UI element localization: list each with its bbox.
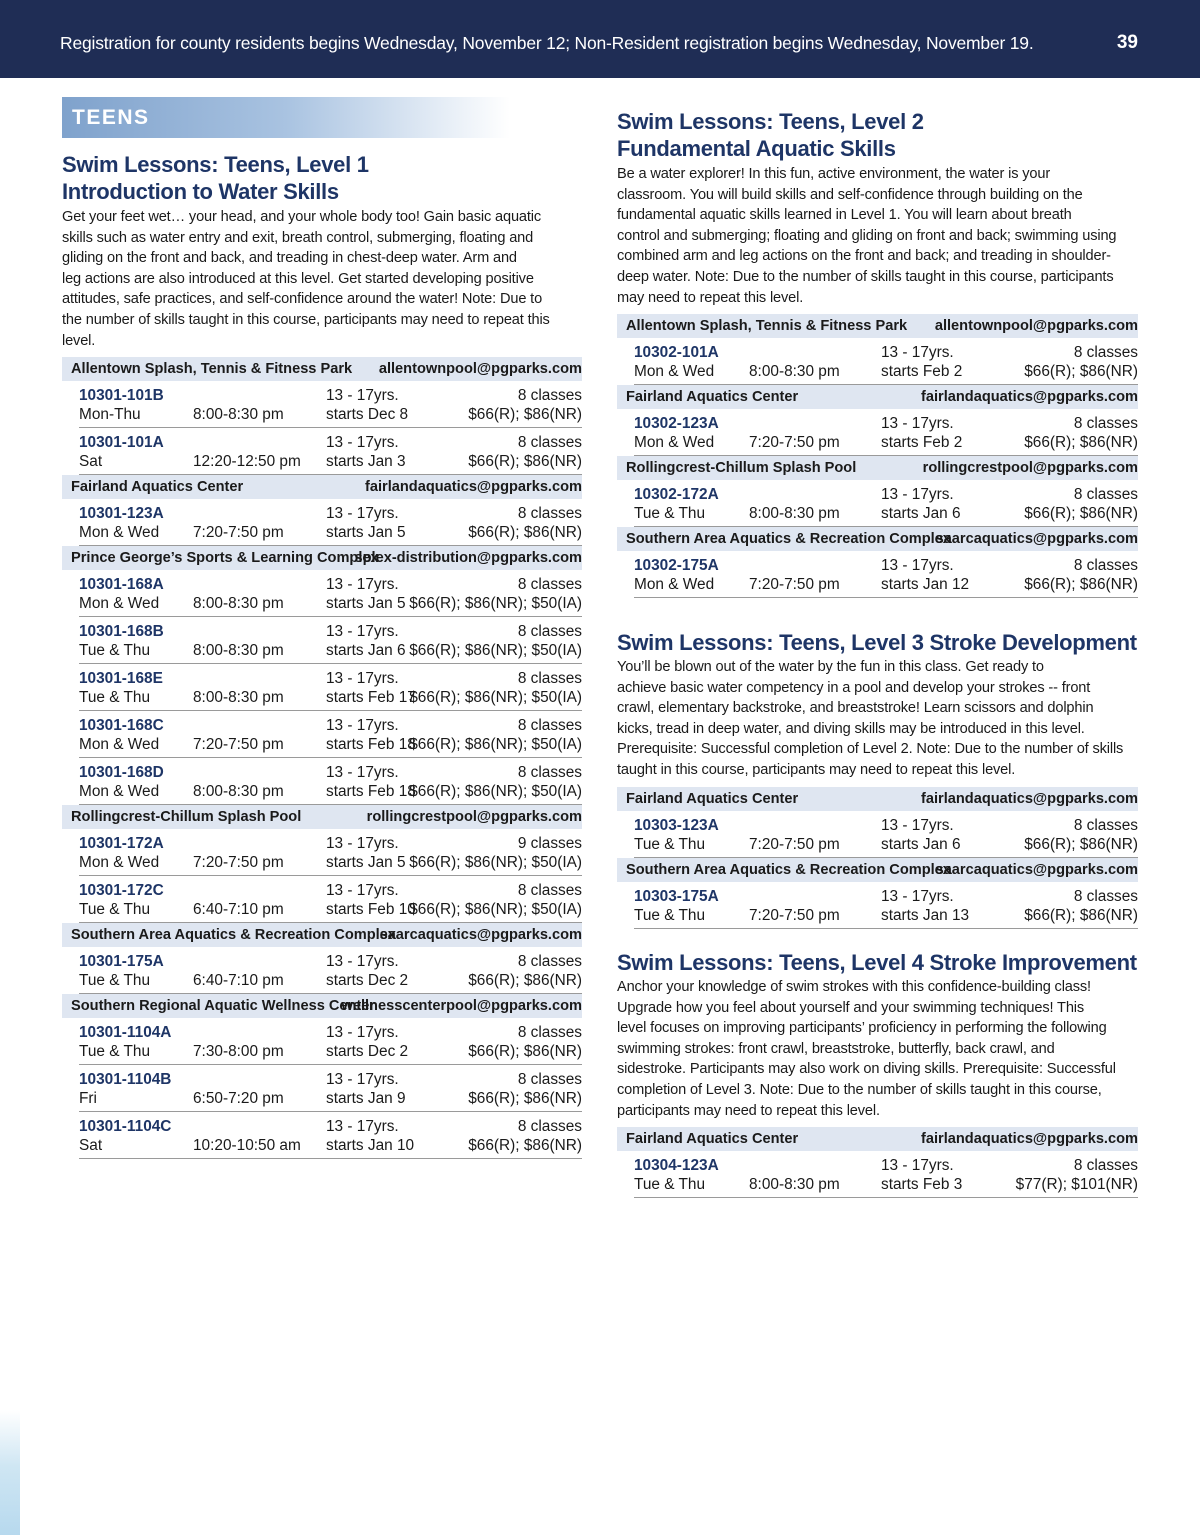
location-name: Fairland Aquatics Center: [626, 1131, 799, 1147]
location-header: [62, 994, 582, 1018]
session-start: starts Jan 5: [326, 595, 406, 612]
session-days: Tue & Thu: [634, 505, 706, 522]
description-line: Get your feet wet… your head, and your whole body too! Gain basic aquatic: [62, 209, 542, 225]
session-time: 8:00-8:30 pm: [193, 642, 284, 659]
course-title-line: Swim Lessons: Teens, Level 1: [62, 152, 369, 177]
description-line: You’ll be blown out of the water by the fun in this class. Get ready to: [617, 659, 1044, 675]
session-fee: $66(R); $86(NR): [468, 1090, 582, 1107]
session-classes: 8 classes: [517, 1118, 582, 1135]
description-line: leg actions are also introduced at this level. Get started developing positive: [62, 270, 534, 287]
course-title: [617, 949, 1137, 976]
session-code: 10301-168C: [79, 717, 164, 734]
section-banner: [62, 97, 510, 138]
session-classes: 8 classes: [517, 953, 582, 970]
session-code: 10301-175A: [79, 953, 164, 970]
location-header: [617, 456, 1138, 480]
session-code: 10302-172A: [634, 486, 719, 503]
session-start: starts Dec 8: [326, 406, 409, 423]
description-line: sidestroke. Participants may also work on diving skills. Prerequisite: Successful: [617, 1061, 1116, 1078]
session-fee: $66(R); $86(NR): [1024, 836, 1138, 853]
session-row: [79, 428, 582, 475]
session-fee: $66(R); $86(NR): [1024, 363, 1138, 380]
session-days: Tue & Thu: [79, 972, 151, 989]
course-title-line: Fundamental Aquatic Skills: [617, 136, 896, 161]
description-line: crawl, elementary backstroke, and breaststroke! Learn scissors and dolphin: [617, 700, 1094, 717]
description-line: may need to repeat this level.: [617, 289, 804, 306]
location-name: Southern Area Aquatics & Recreation Complex: [626, 862, 951, 878]
session-time: 7:30-8:00 pm: [193, 1043, 284, 1060]
session-row: [79, 664, 582, 711]
location-email: wellnesscenterpool@pgparks.com: [341, 998, 582, 1014]
session-time: 8:00-8:30 pm: [749, 505, 840, 522]
session-code: 10301-168B: [79, 623, 164, 640]
session-age: 13 - 17yrs.: [326, 670, 399, 687]
description-line: Anchor your knowledge of swim strokes with this confidence-building class!: [617, 979, 1091, 995]
description-line: level focuses on improving participants’ proficiency in performing the following: [617, 1020, 1107, 1037]
session-age: 13 - 17yrs.: [326, 835, 399, 852]
session-days: Sat: [79, 453, 103, 470]
course-title: [62, 151, 369, 205]
description-line: the number of skills taught in this course, participants may need to repeat this: [62, 311, 550, 328]
session-row: [79, 499, 582, 546]
location-email: allentownpool@pgparks.com: [934, 318, 1138, 334]
session-days: Mon & Wed: [79, 595, 160, 612]
course-title-line: Swim Lessons: Teens, Level 2: [617, 109, 924, 134]
session-start: starts Dec 2: [326, 1043, 409, 1060]
session-classes: 8 classes: [517, 434, 582, 451]
description-line: Prerequisite: Successful completion of Level 2. Note: Due to the number of skills: [617, 741, 1124, 758]
session-days: Mon & Wed: [79, 524, 160, 541]
location-header: [62, 475, 582, 499]
description-line: fundamental aquatic skills learned in Level 1. You will learn about breath: [617, 207, 1072, 224]
session-age: 13 - 17yrs.: [326, 764, 399, 781]
description-line: level.: [62, 332, 96, 349]
session-classes: 8 classes: [517, 764, 582, 781]
location-email: rollingcrestpool@pgparks.com: [366, 809, 582, 825]
session-code: 10301-1104C: [79, 1118, 172, 1135]
session-fee: $66(R); $86(NR); $50(IA): [409, 595, 582, 612]
location-header: [617, 858, 1138, 882]
session-days: Tue & Thu: [79, 642, 151, 659]
description-line: achieve basic water competency in a pool and develop your strokes -- front: [617, 679, 1091, 696]
schedule-table: [617, 314, 1138, 598]
session-fee: $66(R); $86(NR): [468, 406, 582, 423]
session-start: starts Feb 2: [881, 363, 963, 380]
session-fee: $66(R); $86(NR): [468, 972, 582, 989]
session-fee: $66(R); $86(NR); $50(IA): [409, 901, 582, 918]
location-name: Rollingcrest-Chillum Splash Pool: [626, 460, 857, 476]
course-title-line: Swim Lessons: Teens, Level 3 Stroke Development: [617, 630, 1137, 655]
session-time: 8:00-8:30 pm: [193, 783, 284, 800]
session-row: [79, 381, 582, 428]
session-classes: 8 classes: [517, 1024, 582, 1041]
session-time: 7:20-7:50 pm: [193, 854, 284, 871]
location-name: Fairland Aquatics Center: [626, 389, 799, 405]
location-name: Allentown Splash, Tennis & Fitness Park: [71, 361, 353, 377]
session-code: 10301-168E: [79, 670, 163, 687]
session-time: 8:00-8:30 pm: [749, 1176, 840, 1193]
course-description: [617, 977, 1116, 1121]
session-start: starts Feb 18: [326, 783, 416, 800]
session-age: 13 - 17yrs.: [881, 888, 954, 905]
location-header: [617, 527, 1138, 551]
session-time: 8:00-8:30 pm: [749, 363, 840, 380]
water-decoration: [0, 1410, 20, 1535]
session-row: [634, 1151, 1138, 1198]
session-days: Tue & Thu: [79, 1043, 151, 1060]
session-time: 7:20-7:50 pm: [749, 576, 840, 593]
session-start: starts Feb 2: [881, 434, 963, 451]
description-line: classroom. You will build skills and self-confidence through building on the: [617, 186, 1083, 203]
session-days: Mon & Wed: [79, 854, 160, 871]
location-email: saarcaquatics@pgparks.com: [379, 927, 582, 943]
session-time: 10:20-10:50 am: [193, 1137, 301, 1154]
location-name: Southern Regional Aquatic Wellness Center: [71, 998, 376, 1014]
session-age: 13 - 17yrs.: [881, 1157, 954, 1174]
session-age: 13 - 17yrs.: [326, 434, 399, 451]
location-name: Prince George’s Sports & Learning Complex: [71, 550, 379, 566]
session-classes: 8 classes: [517, 505, 582, 522]
session-row: [79, 829, 582, 876]
session-row: [79, 1018, 582, 1065]
session-code: 10301-168D: [79, 764, 164, 781]
location-email: saarcaquatics@pgparks.com: [935, 531, 1138, 547]
session-time: 8:00-8:30 pm: [193, 595, 284, 612]
session-age: 13 - 17yrs.: [326, 505, 399, 522]
session-start: starts Feb 3: [881, 1176, 963, 1193]
registration-note: Registration for county residents begins Wednesday, November 12; Non-Resident registration begins Wednesday, November 19.: [60, 33, 1034, 53]
session-row: [79, 758, 582, 805]
schedule-table: [617, 1127, 1138, 1198]
session-classes: 8 classes: [1073, 888, 1138, 905]
description-line: combined arm and leg actions on the front and back; and treading in shoulder-: [617, 248, 1111, 265]
session-start: starts Jan 6: [881, 505, 961, 522]
session-code: 10301-101B: [79, 387, 164, 404]
session-days: Tue & Thu: [634, 907, 706, 924]
location-name: Southern Area Aquatics & Recreation Complex: [626, 531, 951, 547]
session-start: starts Jan 5: [326, 854, 406, 871]
location-email: rollingcrestpool@pgparks.com: [922, 460, 1138, 476]
location-email: fairlandaquatics@pgparks.com: [921, 791, 1138, 807]
description-line: skills such as water entry and exit, breath control, submerging, floating and: [62, 229, 534, 246]
location-name: Southern Area Aquatics & Recreation Complex: [71, 927, 396, 943]
session-fee: $66(R); $86(NR): [1024, 505, 1138, 522]
session-classes: 8 classes: [517, 387, 582, 404]
session-time: 8:00-8:30 pm: [193, 406, 284, 423]
session-time: 7:20-7:50 pm: [193, 736, 284, 753]
location-header: [62, 357, 582, 381]
session-classes: 8 classes: [517, 670, 582, 687]
session-start: starts Feb 17: [326, 689, 416, 706]
location-header: [617, 787, 1138, 811]
session-row: [79, 1112, 582, 1159]
session-row: [634, 409, 1138, 456]
location-name: Rollingcrest-Chillum Splash Pool: [71, 809, 302, 825]
session-row: [634, 480, 1138, 527]
session-days: Mon & Wed: [79, 736, 160, 753]
description-line: completion of Level 3. Note: Due to the number of skills taught in this course,: [617, 1081, 1102, 1098]
description-line: participants may need to repeat this level.: [617, 1102, 880, 1119]
course-title-line: Introduction to Water Skills: [62, 179, 339, 204]
session-time: 7:20-7:50 pm: [749, 836, 840, 853]
session-code: 10301-172A: [79, 835, 164, 852]
course-title: [617, 629, 1137, 656]
session-days: Tue & Thu: [79, 689, 151, 706]
session-code: 10301-172C: [79, 882, 164, 899]
course-description: [62, 207, 550, 351]
location-email: splex-distribution@pgparks.com: [354, 550, 582, 566]
session-start: starts Jan 9: [326, 1090, 406, 1107]
session-fee: $66(R); $86(NR); $50(IA): [409, 642, 582, 659]
session-classes: 8 classes: [1073, 817, 1138, 834]
session-time: 7:20-7:50 pm: [749, 434, 840, 451]
page-number: 39: [1116, 32, 1138, 53]
session-fee: $66(R); $86(NR): [468, 1137, 582, 1154]
session-days: Mon & Wed: [634, 576, 715, 593]
session-fee: $66(R); $86(NR): [468, 1043, 582, 1060]
session-days: Sat: [79, 1137, 103, 1154]
session-days: Tue & Thu: [634, 836, 706, 853]
session-classes: 8 classes: [517, 576, 582, 593]
session-age: 13 - 17yrs.: [326, 623, 399, 640]
session-classes: 8 classes: [517, 882, 582, 899]
session-fee: $66(R); $86(NR); $50(IA): [409, 783, 582, 800]
location-header: [617, 314, 1138, 338]
session-row: [634, 338, 1138, 385]
session-time: 12:20-12:50 pm: [193, 453, 301, 470]
location-header: [617, 385, 1138, 409]
session-start: starts Jan 13: [881, 907, 970, 924]
session-age: 13 - 17yrs.: [326, 717, 399, 734]
session-days: Mon & Wed: [634, 434, 715, 451]
session-classes: 8 classes: [517, 623, 582, 640]
session-code: 10303-123A: [634, 817, 719, 834]
session-days: Fri: [79, 1090, 97, 1107]
session-fee: $66(R); $86(NR): [1024, 576, 1138, 593]
session-fee: $66(R); $86(NR); $50(IA): [409, 689, 582, 706]
description-line: Upgrade how you feel about yourself and your swimming techniques! This: [617, 999, 1085, 1016]
session-code: 10301-101A: [79, 434, 164, 451]
session-code: 10303-175A: [634, 888, 719, 905]
session-age: 13 - 17yrs.: [326, 1024, 399, 1041]
description-line: swimming strokes: front crawl, breaststroke, butterfly, back crawl, and: [617, 1040, 1055, 1057]
session-start: starts Jan 6: [326, 642, 406, 659]
session-classes: 8 classes: [517, 717, 582, 734]
section-label: TEENS: [72, 106, 150, 129]
session-age: 13 - 17yrs.: [326, 953, 399, 970]
location-name: Fairland Aquatics Center: [71, 479, 244, 495]
session-code: 10302-175A: [634, 557, 719, 574]
session-time: 6:50-7:20 pm: [193, 1090, 284, 1107]
schedule-table: [617, 787, 1138, 929]
session-age: 13 - 17yrs.: [881, 344, 954, 361]
session-classes: 8 classes: [1073, 415, 1138, 432]
session-start: starts Jan 6: [881, 836, 961, 853]
session-row: [79, 947, 582, 994]
session-start: starts Jan 10: [326, 1137, 415, 1154]
session-days: Mon-Thu: [79, 406, 141, 423]
session-start: starts Dec 2: [326, 972, 409, 989]
session-classes: 8 classes: [1073, 557, 1138, 574]
session-start: starts Feb 10: [326, 901, 416, 918]
location-email: allentownpool@pgparks.com: [378, 361, 582, 377]
session-time: 6:40-7:10 pm: [193, 901, 284, 918]
session-start: starts Feb 18: [326, 736, 416, 753]
session-age: 13 - 17yrs.: [881, 557, 954, 574]
session-classes: 8 classes: [1073, 486, 1138, 503]
session-row: [79, 711, 582, 758]
session-age: 13 - 17yrs.: [326, 387, 399, 404]
location-email: fairlandaquatics@pgparks.com: [365, 479, 582, 495]
location-email: fairlandaquatics@pgparks.com: [921, 389, 1138, 405]
location-header: [62, 546, 582, 570]
session-time: 7:20-7:50 pm: [749, 907, 840, 924]
session-time: 7:20-7:50 pm: [193, 524, 284, 541]
course-description: [617, 657, 1123, 781]
session-row: [634, 811, 1138, 858]
session-fee: $66(R); $86(NR): [1024, 907, 1138, 924]
session-row: [634, 882, 1138, 929]
session-row: [79, 570, 582, 617]
session-classes: 8 classes: [517, 1071, 582, 1088]
course-title: [617, 108, 924, 162]
session-code: 10301-1104B: [79, 1071, 172, 1088]
course-description: [617, 164, 1116, 308]
session-code: 10302-101A: [634, 344, 719, 361]
session-days: Mon & Wed: [79, 783, 160, 800]
location-header: [62, 923, 582, 947]
session-row: [79, 617, 582, 664]
schedule-table: [62, 357, 582, 1159]
session-classes: 8 classes: [1073, 1157, 1138, 1174]
location-header: [617, 1127, 1138, 1151]
session-age: 13 - 17yrs.: [326, 1071, 399, 1088]
session-classes: 8 classes: [1073, 344, 1138, 361]
session-fee: $66(R); $86(NR): [468, 453, 582, 470]
session-code: 10302-123A: [634, 415, 719, 432]
page-header-bar: [0, 0, 1200, 78]
session-start: starts Jan 5: [326, 524, 406, 541]
session-age: 13 - 17yrs.: [881, 817, 954, 834]
session-age: 13 - 17yrs.: [881, 415, 954, 432]
session-code: 10304-123A: [634, 1157, 719, 1174]
session-age: 13 - 17yrs.: [326, 576, 399, 593]
session-fee: $66(R); $86(NR); $50(IA): [409, 854, 582, 871]
session-row: [634, 551, 1138, 598]
session-days: Mon & Wed: [634, 363, 715, 380]
session-days: Tue & Thu: [79, 901, 151, 918]
session-code: 10301-123A: [79, 505, 164, 522]
session-start: starts Jan 3: [326, 453, 406, 470]
session-row: [79, 1065, 582, 1112]
session-days: Tue & Thu: [634, 1176, 706, 1193]
session-fee: $77(R); $101(NR): [1015, 1176, 1138, 1193]
session-classes: 9 classes: [517, 835, 582, 852]
location-name: Fairland Aquatics Center: [626, 791, 799, 807]
session-age: 13 - 17yrs.: [881, 486, 954, 503]
session-time: 8:00-8:30 pm: [193, 689, 284, 706]
session-time: 6:40-7:10 pm: [193, 972, 284, 989]
location-email: saarcaquatics@pgparks.com: [935, 862, 1138, 878]
description-line: taught in this course, participants may need to repeat this level.: [617, 761, 1016, 778]
session-code: 10301-1104A: [79, 1024, 172, 1041]
session-row: [79, 876, 582, 923]
description-line: kicks, tread in deep water, and diving skills may be introduced in this level.: [617, 720, 1085, 737]
description-line: deep water. Note: Due to the number of skills taught in this course, participants: [617, 268, 1114, 285]
location-header: [62, 805, 582, 829]
description-line: control and submerging; floating and gliding on front and back; swimming using: [617, 227, 1117, 244]
description-line: gliding on the front and back, and treading in chest-deep water. Arm and: [62, 250, 517, 267]
session-fee: $66(R); $86(NR): [1024, 434, 1138, 451]
session-start: starts Jan 12: [881, 576, 970, 593]
session-fee: $66(R); $86(NR); $50(IA): [409, 736, 582, 753]
session-fee: $66(R); $86(NR): [468, 524, 582, 541]
session-age: 13 - 17yrs.: [326, 1118, 399, 1135]
session-age: 13 - 17yrs.: [326, 882, 399, 899]
description-line: attitudes, safe practices, and self-confidence around the water! Note: Due to: [62, 291, 543, 308]
session-code: 10301-168A: [79, 576, 164, 593]
description-line: Be a water explorer! In this fun, active environment, the water is your: [617, 166, 1051, 182]
location-name: Allentown Splash, Tennis & Fitness Park: [626, 318, 908, 334]
location-email: fairlandaquatics@pgparks.com: [921, 1131, 1138, 1147]
course-title-line: Swim Lessons: Teens, Level 4 Stroke Improvement: [617, 950, 1137, 975]
